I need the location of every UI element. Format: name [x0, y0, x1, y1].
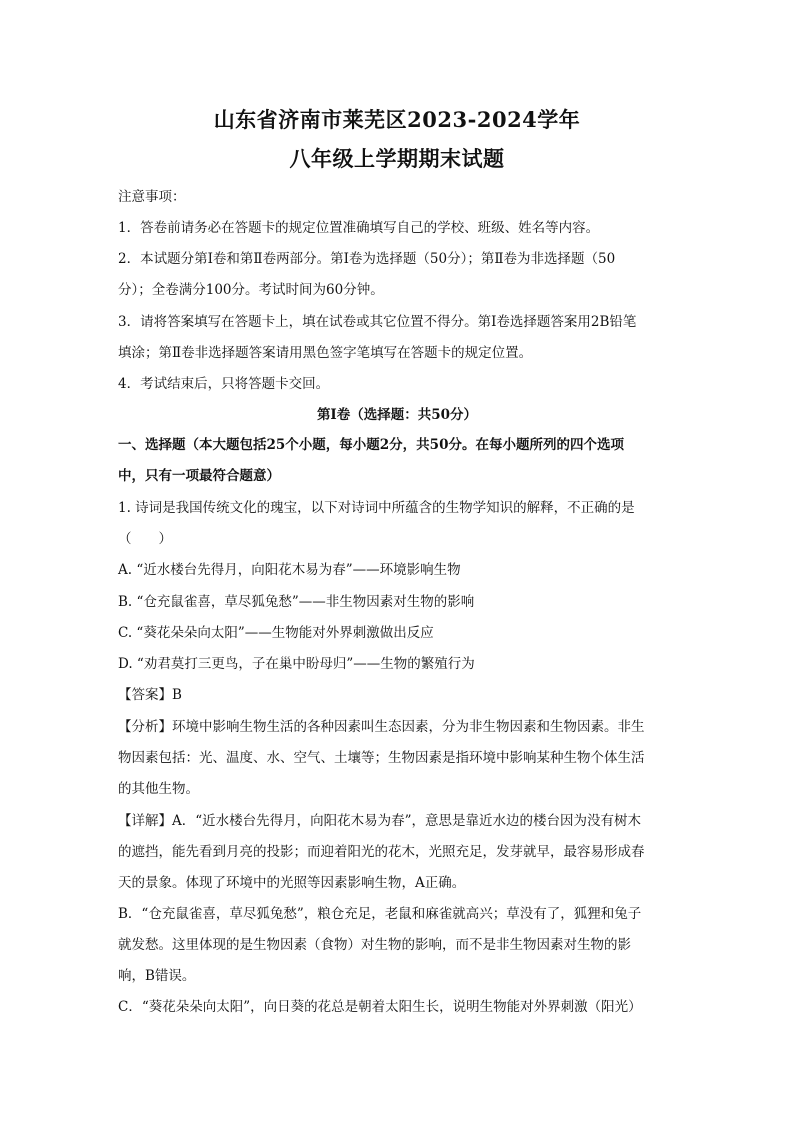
detail-line: 的遮挡，能先看到月亮的投影；而迎着阳光的花木，光照充足，发芽就早，最容易形成春 [118, 844, 645, 860]
notice-heading: 注意事项： [118, 189, 186, 205]
question-stem: 1. 诗词是我国传统文化的瑰宝，以下对诗词中所蕴含的生物学知识的解释，不正确的是 [118, 500, 635, 516]
detail-line: 就发愁。这里体现的是生物因素（食物）对生物的影响，而不是非生物因素对生物的影 [118, 937, 631, 953]
option-c: C. “葵花朵朵向太阳”——生物能对外界刺激做出反应 [118, 625, 434, 641]
analysis-line: 【分析】环境中影响生物生活的各种因素叫生态因素，分为非生物因素和生物因素。非生 [118, 719, 645, 735]
option-d: D. “劝君莫打三更鸟，子在巢中盼母归”——生物的繁殖行为 [118, 656, 475, 672]
option-b: B. “仓充鼠雀喜，草尽狐兔愁”——非生物因素对生物的影响 [118, 594, 475, 610]
notice-item: 3．请将答案填写在答题卡上，填在试卷或其它位置不得分。第Ⅰ卷选择题答案用2B铅笔 [118, 314, 637, 330]
detail-line: 【详解】A．“近水楼台先得月，向阳花木易为春”，意思是靠近水边的楼台因为没有树木 [118, 813, 642, 829]
option-a: A. “近水楼台先得月，向阳花木易为春”——环境影响生物 [118, 562, 461, 578]
analysis-line: 的其他生物。 [118, 781, 199, 797]
exam-subtitle: 八年级上学期期末试题 [289, 146, 505, 171]
question-stem: （ ） [118, 531, 172, 547]
notice-item: 4．考试结束后，只将答题卡交回。 [118, 376, 330, 392]
answer: 【答案】B [118, 687, 182, 703]
section-heading: 第Ⅰ卷（选择题：共50分） [316, 407, 478, 423]
notice-item: 1．答卷前请务必在答题卡的规定位置准确填写自己的学校、班级、姓名等内容。 [118, 220, 600, 236]
part-instruction: 一、选择题（本大题包括25个小题，每小题2分，共50分。在每小题所列的四个选项 [118, 437, 624, 453]
notice-item: 2．本试题分第Ⅰ卷和第Ⅱ卷两部分。第Ⅰ卷为选择题（50分）；第Ⅱ卷为非选择题（50 [118, 251, 616, 267]
detail-line: B．“仓充鼠雀喜，草尽狐兔愁”，粮仓充足，老鼠和麻雀就高兴；草没有了，狐狸和兔子 [118, 906, 642, 922]
detail-line: C．“葵花朵朵向太阳”，向日葵的花总是朝着太阳生长，说明生物能对外界刺激（阳光） [118, 999, 642, 1015]
exam-title: 山东省济南市莱芜区2023-2024学年 [213, 107, 581, 132]
notice-item: 分）；全卷满分100分。考试时间为60分钟。 [118, 282, 384, 298]
detail-line: 天的景象。体现了环境中的光照等因素影响生物，A正确。 [118, 875, 466, 891]
notice-item: 填涂；第Ⅱ卷非选择题答案请用黑色签字笔填写在答题卡的规定位置。 [118, 345, 533, 361]
part-instruction: 中，只有一项最符合题意） [118, 468, 280, 484]
detail-line: 响，B错误。 [118, 968, 196, 984]
analysis-line: 物因素包括：光、温度、水、空气、土壤等；生物因素是指环境中影响某种生物个体生活 [118, 750, 645, 766]
